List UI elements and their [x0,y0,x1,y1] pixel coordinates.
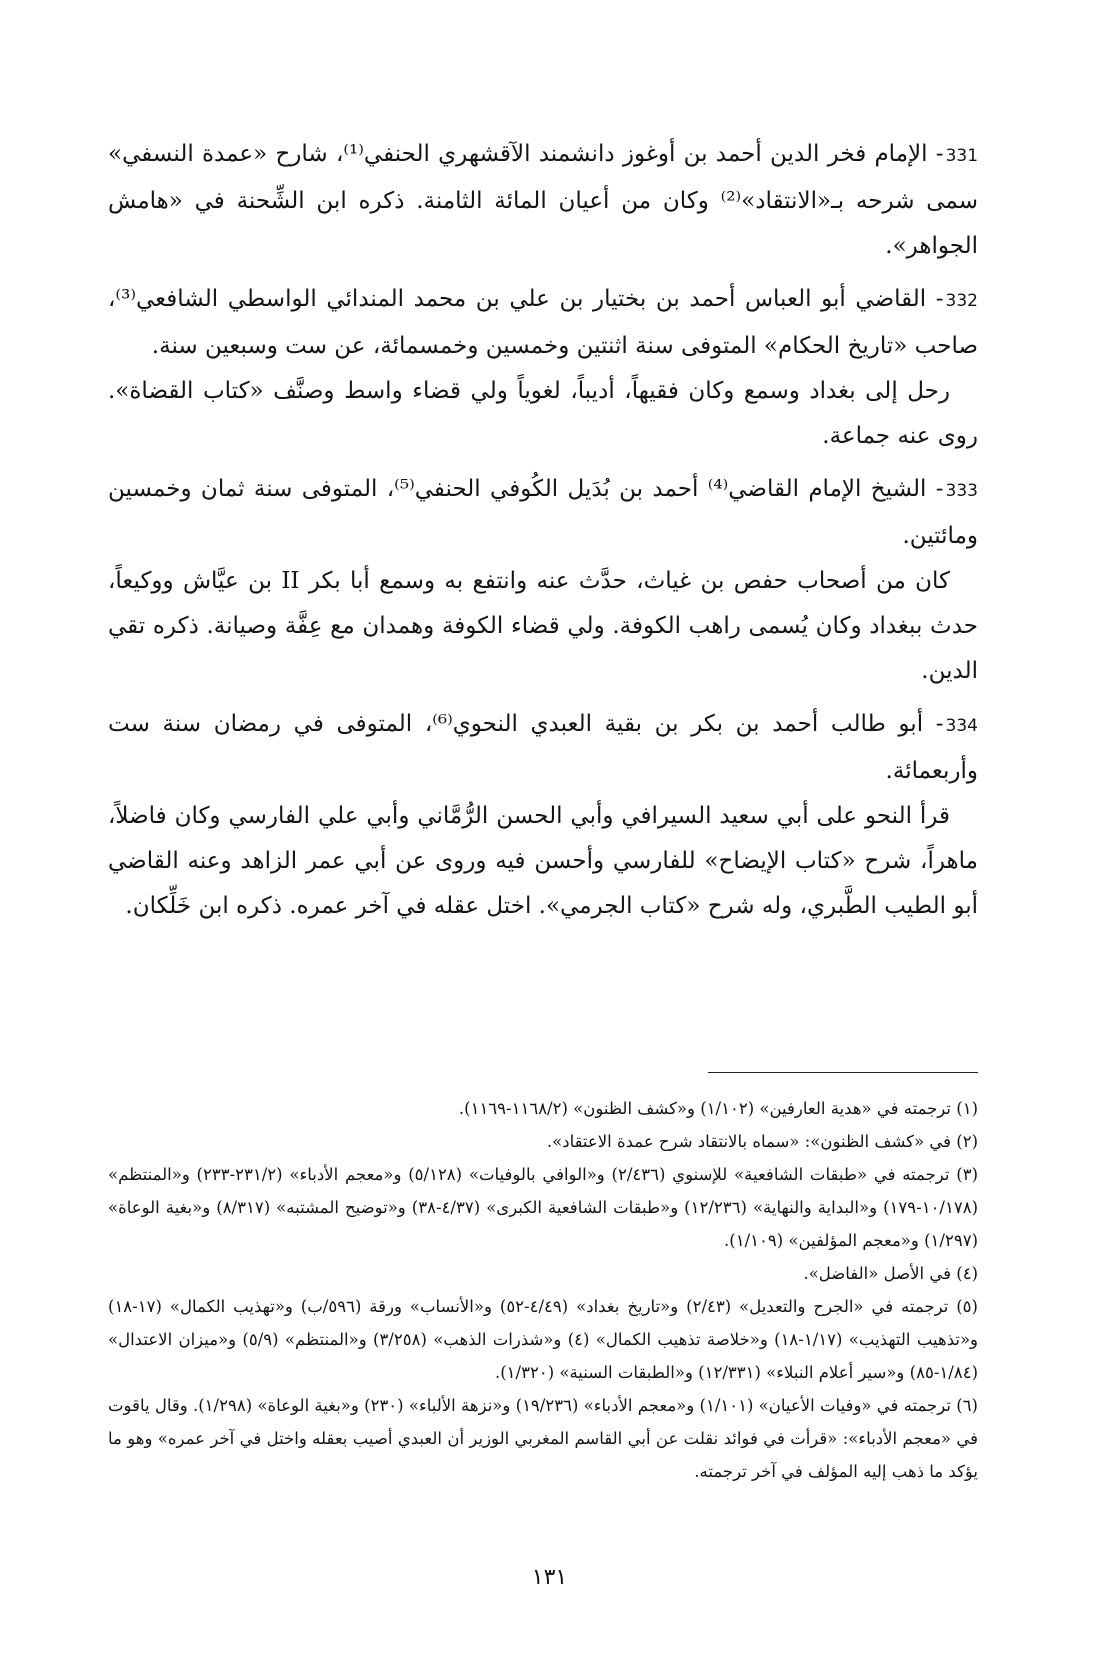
entry-number: 331 [945,146,979,166]
entry-text: - الشيخ الإمام القاضي⁽⁴⁾ أحمد بن بُدَيل الكُوفي الحنفي⁽⁵⁾، المتوفى سنة ثمان وخمسين ومائتين. [108,476,978,549]
entry-text: - الإمام فخر الدين أحمد بن أوغوز دانشمند الآقشهري الحنفي⁽¹⁾، شارح «عمدة النسفي» سمى شرحه بـ«الانتقاد»⁽²⁾ وكان من أعيان المائة الثامنة. ذكره ابن الشِّحنة في «هامش الجواهر». [108,141,978,259]
entry-heading [108,132,978,269]
entry-number: 333 [945,481,978,501]
entry-body: كان من أصحاب حفص بن غياث، حدَّث عنه وانتفع به وسمع أبا بكر II بن عيَّاش ووكيعاً، حدث ببغداد وكان يُسمى راهب الكوفة. ولي قضاء الكوفة وهمدان مع عِفَّة وصيانة. ذكره تقي الدين. [108,568,978,684]
entry-body: قرأ النحو على أبي سعيد السيرافي وأبي الحسن الرُّمَّاني وأبي علي الفارسي وكان فاضلاً، ماهراً، شرح «كتاب الإيضاح» للفارسي وأحسن فيه وروى عن أبي عمر الزاهد وعنه القاضي أبو الطيب الطَّبري، وله شرح «كتاب الجرمي». اختل عقله في آخر عمره. ذكره ابن خَلِّكان. [108,803,978,919]
footnote-3: (٣) ترجمته في «طبقات الشافعية» للإسنوي (٢/٤٣٦) و«الوافي بالوفيات» (٥/١٢٨) و«معجم الأدباء» (٢٣١/٢-٢٣٣) و«المنتظم» (١٠/١٧٨-١٧٩) و«البداية والنهاية» (١٢/٢٣٦) و«طبقات الشافعية الكبرى» (٤/٣٧-٣٨) و«توضيح المشتبه» (٨/٣١٧) و«بغية الوعاة» (١/٢٩٧) و«معجم المؤلفين» (١/١٠٩). [108,1165,978,1250]
entry-heading [108,277,978,369]
page-number: ١٣١ [531,1565,568,1590]
entry-body: رحل إلى بغداد وسمع وكان فقيهاً، أديباً، لغوياً ولي قضاء واسط وصنَّف «كتاب القضاة». روى عنه جماعة. [108,378,978,449]
entry-heading [108,467,978,559]
entry-number: 334 [945,716,978,736]
entry-332 [108,277,978,459]
footnote-4: (٤) في الأصل «الفاضل». [803,1264,978,1283]
entry-331 [108,132,978,269]
entry-334 [108,702,978,929]
footnotes [108,1092,978,1488]
footnote-5: (٥) ترجمته في «الجرح والتعديل» (٢/٤٣) و«تاريخ بغداد» (٤/٤٩-٥٢) و«الأنساب» ورقة (٥٩٦/ب) و«تهذيب الكمال» (١٧-١٨) و«تذهيب التهذيب» (١/١٧-١٨) و«خلاصة تذهيب الكمال» (٤) و«شذرات الذهب» (٣/٢٥٨) و«المنتظم» (٥/٩) و«ميزان الاعتدال» (١/٨٤-٨٥) و«سير أعلام النبلاء» (١٢/٣٣١) و«الطبقات السنية» (١/٣٢٠). [108,1297,979,1382]
entry-heading [108,702,978,794]
footnote-divider [708,1072,978,1073]
entry-333 [108,467,978,694]
footnote-6: (٦) ترجمته في «وفيات الأعيان» (١/١٠١) و«معجم الأدباء» (١٩/٢٣٦) و«نزهة الألباء» (٢٣٠) و«بغية الوعاة» (١/٢٩٨). وقال ياقوت في «معجم الأدباء»: «قرأت في فوائد نقلت عن أبي القاسم المغربي الوزير أن العبدي أصيب بعقله واختل في آخر عمره» وهو ما يؤكد ما ذهب إليه المؤلف في آخر ترجمته. [108,1396,978,1481]
footnote-2: (٢) في «كشف الظنون»: «سماه بالانتقاد شرح عمدة الاعتقاد». [546,1132,978,1151]
entry-text: - أبو طالب أحمد بن بكر بن بقية العبدي النحوي⁽⁶⁾، المتوفى في رمضان سنة ست وأربعمائة. [108,711,978,784]
entry-text: - القاضي أبو العباس أحمد بن بختيار بن علي بن محمد المندائي الواسطي الشافعي⁽³⁾، صاحب «تاريخ الحكام» المتوفى سنة اثنتين وخمسين وخمسمائة، عن ست وسبعين سنة. [108,286,978,359]
main-text [108,132,978,937]
entry-number: 332 [945,291,978,311]
footnote-1: (١) ترجمته في «هدية العارفين» (١/١٠٢) و«كشف الظنون» (١١٦٨/٢-١١٦٩). [458,1099,978,1118]
